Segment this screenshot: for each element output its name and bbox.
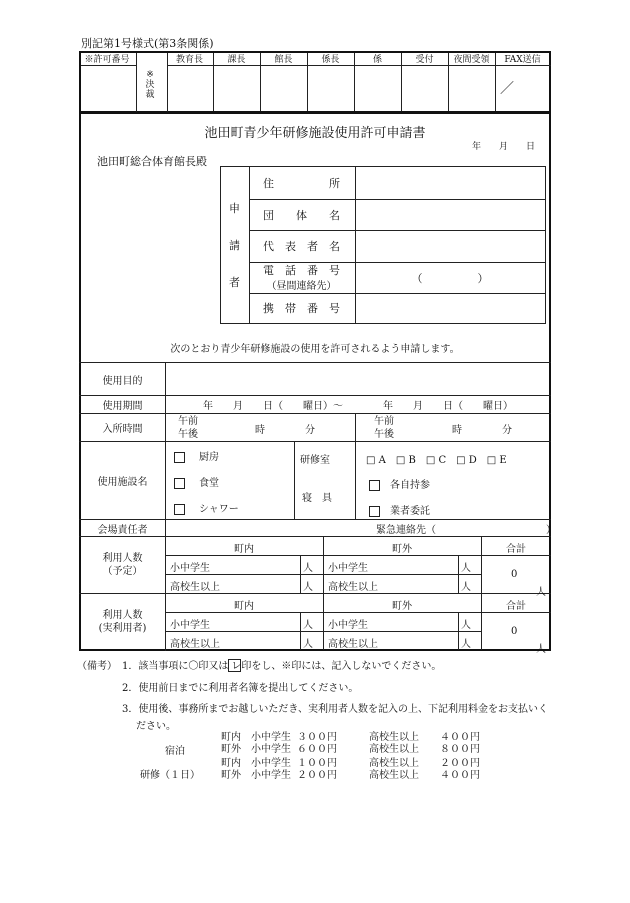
fee-training-label: 研修（１日） bbox=[140, 770, 200, 781]
facility-dining[interactable]: 食堂 bbox=[174, 474, 219, 489]
fee-cell: ４００円 bbox=[440, 770, 480, 781]
phone-label: 電 話 番 号 bbox=[263, 264, 340, 277]
applicant-char-1: 申 bbox=[229, 202, 240, 215]
checkin-ampm-1: 午前 午後 bbox=[178, 416, 198, 440]
group-name-input[interactable] bbox=[355, 199, 545, 229]
checkbox-icon[interactable] bbox=[174, 478, 185, 489]
fee-cell: 高校生以上 bbox=[369, 758, 419, 769]
fee-cell: １００円 bbox=[297, 758, 337, 769]
checkbox-icon[interactable] bbox=[369, 480, 380, 491]
town-out-header: 町外 bbox=[392, 544, 412, 555]
approval-col-8: FAX送信 bbox=[504, 55, 541, 65]
town-in-header: 町内 bbox=[234, 601, 254, 612]
highschool-label: 高校生以上 bbox=[170, 639, 220, 650]
purpose-input[interactable] bbox=[166, 363, 550, 395]
form-number-label: 別記第1号様式(第3条関係) bbox=[81, 37, 214, 50]
address-input[interactable] bbox=[355, 167, 545, 198]
elementary-label: 小中学生 bbox=[170, 620, 210, 631]
town-out-header: 町外 bbox=[392, 601, 412, 612]
phone-input[interactable]: （ ） bbox=[411, 271, 489, 285]
person-unit: 人 bbox=[461, 582, 471, 593]
note-1: 1．該当事項に〇印又は レ 印をし、※印には、記入しないでください。 bbox=[122, 661, 442, 672]
total-value[interactable]: 0 bbox=[511, 626, 518, 637]
person-unit: 人 bbox=[303, 582, 313, 593]
bedding-own[interactable]: 各自持参 bbox=[369, 476, 430, 491]
approval-col-1: 教育長 bbox=[175, 55, 203, 65]
bedding-label: 寝 具 bbox=[302, 493, 332, 504]
fee-cell: ４００円 bbox=[440, 732, 480, 743]
approval-col-2: 課長 bbox=[227, 55, 246, 65]
fee-cell: ３００円 bbox=[297, 732, 337, 743]
elementary-label: 小中学生 bbox=[328, 563, 368, 574]
elementary-label: 小中学生 bbox=[328, 620, 368, 631]
note-3: 3．使用後、事務所までお越しいただき、実利用者人数を記入の上、下記利用料金をお支払いく bbox=[122, 704, 548, 715]
approval-stamp-cell[interactable] bbox=[401, 65, 448, 111]
approval-stamp-cell[interactable] bbox=[213, 65, 260, 111]
venue-manager-label: 会場責任者 bbox=[97, 524, 148, 536]
period-input[interactable]: 年 月 日（ 曜日）～ 年 月 日（ 曜日） bbox=[203, 401, 513, 412]
fee-cell: 町外 bbox=[221, 770, 241, 781]
fee-cell: 小中学生 bbox=[251, 732, 291, 743]
fee-cell: 高校生以上 bbox=[369, 770, 419, 781]
person-unit: 人 bbox=[536, 644, 546, 655]
approval-stamp-cell[interactable] bbox=[307, 65, 354, 111]
permit-number-header: ※許可番号 bbox=[84, 54, 130, 65]
facility-label: 使用施設名 bbox=[97, 477, 148, 488]
checkin-ampm-2: 午前 午後 bbox=[374, 416, 394, 440]
approval-stamp-cell[interactable] bbox=[166, 65, 213, 111]
emergency-contact-field[interactable]: 緊急連絡先（ ） bbox=[376, 525, 556, 536]
bedding-vendor[interactable]: 業者委託 bbox=[369, 502, 430, 517]
training-room-label: 研修室 bbox=[300, 455, 330, 466]
fee-cell: 高校生以上 bbox=[369, 732, 419, 743]
highschool-label: 高校生以上 bbox=[328, 582, 378, 593]
fee-cell: ２００円 bbox=[440, 758, 480, 769]
purpose-label: 使用目的 bbox=[102, 375, 143, 387]
person-unit: 人 bbox=[536, 587, 546, 598]
facility-kitchen[interactable]: 厨房 bbox=[174, 448, 219, 463]
decision-label: ※ 決 裁 bbox=[145, 69, 155, 100]
date-field: 年 月 日 bbox=[472, 142, 536, 152]
representative-input[interactable] bbox=[355, 230, 545, 261]
checkin-label: 入所時間 bbox=[102, 424, 143, 435]
notes-prefix: （備考） bbox=[77, 661, 117, 672]
approval-stamp-cell[interactable] bbox=[448, 65, 495, 111]
highschool-label: 高校生以上 bbox=[170, 582, 220, 593]
fax-mark: ／ bbox=[500, 81, 514, 97]
person-unit: 人 bbox=[303, 620, 313, 631]
elementary-label: 小中学生 bbox=[170, 563, 210, 574]
checkbox-icon[interactable] bbox=[369, 506, 380, 517]
form-title: 池田町青少年研修施設使用許可申請書 bbox=[204, 125, 426, 141]
fee-stay-label: 宿泊 bbox=[165, 746, 185, 757]
fee-cell: ８００円 bbox=[440, 744, 480, 755]
highschool-label: 高校生以上 bbox=[328, 639, 378, 650]
representative-label: 代 表 者 名 bbox=[263, 240, 340, 253]
applicant-char-3: 者 bbox=[229, 276, 240, 289]
approval-col-5: 係 bbox=[372, 55, 382, 65]
fee-cell: ２００円 bbox=[297, 770, 337, 781]
checkin-time-1[interactable]: 時 分 bbox=[255, 425, 315, 436]
fee-cell: ６００円 bbox=[297, 744, 337, 755]
fee-cell: 町内 bbox=[221, 732, 241, 743]
fee-cell: 小中学生 bbox=[251, 758, 291, 769]
approval-col-4: 係長 bbox=[321, 55, 340, 65]
training-room-options[interactable]: □ A □ B □ C □ D □ E bbox=[366, 455, 507, 466]
users-planned-label: 利用人数 （予定） bbox=[102, 553, 143, 577]
approval-col-7: 夜間受領 bbox=[453, 55, 490, 65]
addressee: 池田町総合体育館長殿 bbox=[97, 155, 207, 168]
person-unit: 人 bbox=[303, 639, 313, 650]
note-2: 2．使用前日までに利用者名簿を提出してください。 bbox=[122, 683, 359, 694]
checkbox-icon[interactable] bbox=[174, 504, 185, 515]
fee-cell: 高校生以上 bbox=[369, 744, 419, 755]
town-in-header: 町内 bbox=[234, 544, 254, 555]
total-header: 合計 bbox=[506, 601, 526, 612]
person-unit: 人 bbox=[303, 563, 313, 574]
person-unit: 人 bbox=[461, 639, 471, 650]
mobile-input[interactable] bbox=[355, 293, 545, 323]
fee-cell: 町内 bbox=[221, 758, 241, 769]
person-unit: 人 bbox=[461, 563, 471, 574]
checkmark-box-icon: レ bbox=[228, 659, 241, 672]
note-3-cont: ださい。 bbox=[136, 721, 176, 732]
approval-stamp-cell[interactable] bbox=[354, 65, 401, 111]
approval-col-6: 受付 bbox=[415, 55, 434, 65]
fee-cell: 小中学生 bbox=[251, 770, 291, 781]
checkin-time-2[interactable]: 時 分 bbox=[452, 425, 512, 436]
fee-cell: 町外 bbox=[221, 744, 241, 755]
request-statement: 次のとおり青少年研修施設の使用を許可されるよう申請します。 bbox=[170, 343, 460, 355]
checkbox-icon[interactable] bbox=[174, 452, 185, 463]
total-header: 合計 bbox=[506, 544, 526, 555]
approval-stamp-cell[interactable] bbox=[260, 65, 307, 111]
address-label: 住 所 bbox=[263, 177, 340, 190]
fee-cell: 小中学生 bbox=[251, 744, 291, 755]
group-name-label: 団 体 名 bbox=[263, 208, 340, 222]
period-label: 使用期間 bbox=[102, 401, 143, 412]
approval-col-3: 館長 bbox=[274, 55, 293, 65]
mobile-label: 携 帯 番 号 bbox=[263, 302, 340, 315]
person-unit: 人 bbox=[461, 620, 471, 631]
total-value[interactable]: 0 bbox=[511, 569, 518, 580]
facility-shower[interactable]: シャワー bbox=[174, 500, 239, 515]
users-actual-label: 利用人数 (実利用者) bbox=[98, 610, 147, 634]
phone-note: （昼間連絡先） bbox=[266, 281, 337, 292]
applicant-char-2: 請 bbox=[229, 239, 240, 252]
